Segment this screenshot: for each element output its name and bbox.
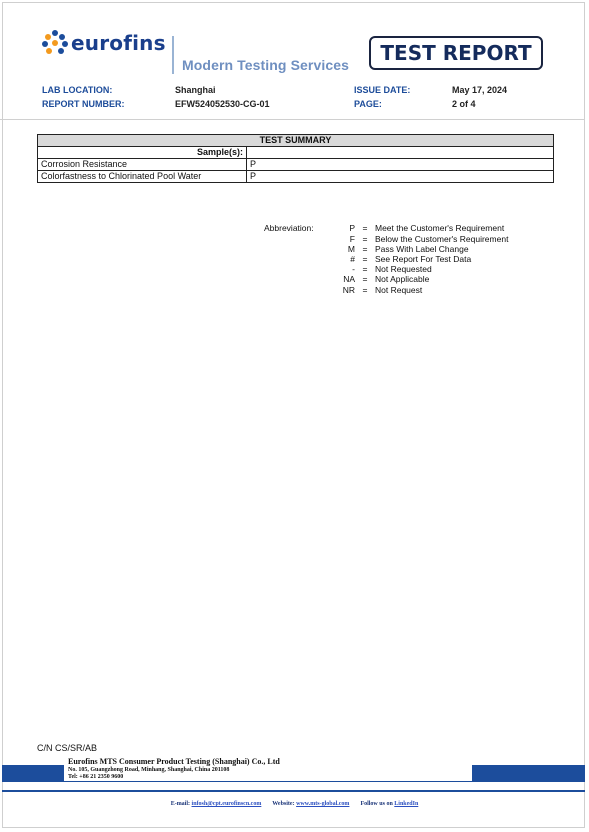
abbreviation-code: F	[349, 233, 355, 244]
abbreviation-item	[330, 244, 469, 254]
abbreviation-meaning: Not Requested	[375, 264, 432, 274]
follow-label: Follow us on	[360, 801, 393, 807]
sample-label: Sample(s):	[38, 147, 247, 159]
abbreviation-equals: =	[362, 233, 368, 244]
abbreviation-equals: =	[362, 244, 368, 254]
abbreviation-title: Abbreviation:	[264, 223, 314, 233]
abbreviation-item	[330, 223, 504, 233]
logo-subtitle: Modern Testing Services	[182, 57, 349, 73]
abbreviation-equals: =	[362, 274, 368, 284]
abbreviation-code: NA	[343, 274, 355, 284]
table-header-row	[38, 147, 554, 159]
report-number-value: EFW524052530-CG-01	[175, 99, 270, 109]
lab-location-label: LAB LOCATION:	[42, 85, 113, 95]
test-result: P	[247, 159, 554, 171]
abbreviation-item	[330, 285, 422, 295]
test-result: P	[247, 171, 554, 183]
website-label: Website:	[272, 801, 295, 807]
company-name: Eurofins MTS Consumer Product Testing (Shanghai) Co., Ltd	[68, 757, 280, 766]
page-value: 2 of 4	[452, 99, 476, 109]
contact-line	[0, 801, 589, 807]
abbreviation-equals: =	[362, 285, 368, 295]
abbreviation-meaning: Pass With Label Change	[375, 244, 469, 254]
abbreviation-equals: =	[362, 264, 368, 274]
test-name: Corrosion Resistance	[38, 159, 247, 171]
logo-divider	[172, 36, 174, 74]
lab-location-value: Shanghai	[175, 85, 216, 95]
abbreviation-meaning: Not Applicable	[375, 274, 430, 284]
abbreviation-code: -	[352, 264, 355, 274]
cn-code: C/N CS/SR/AB	[37, 743, 98, 753]
email-link[interactable]: infosh@cpt.eurofinscn.com	[191, 801, 262, 807]
website-link[interactable]: www.mts-global.com	[296, 801, 350, 807]
header-separator	[0, 119, 585, 120]
page-border	[2, 2, 585, 828]
logo-wordmark: eurofins	[71, 31, 166, 55]
abbreviation-code: NR	[342, 285, 355, 295]
footer-bottom-line	[2, 790, 585, 792]
issue-date-label: ISSUE DATE:	[354, 85, 411, 95]
report-number-label: REPORT NUMBER:	[42, 99, 125, 109]
footer-band-line	[64, 781, 472, 782]
email-label: E-mail:	[170, 801, 191, 807]
abbreviation-meaning: Not Request	[375, 285, 423, 295]
linkedin-link[interactable]: LinkedIn	[394, 801, 419, 807]
abbreviation-item	[330, 234, 508, 244]
issue-date-value: May 17, 2024	[452, 85, 508, 95]
company-address: No. 105, Guangzhong Road, Minhang, Shanghai, China 201108	[68, 767, 230, 773]
abbreviation-equals: =	[362, 254, 368, 264]
table-row	[38, 159, 554, 171]
abbreviation-code: #	[350, 254, 355, 264]
test-summary-title: TEST SUMMARY	[38, 135, 554, 147]
abbreviation-item	[330, 254, 471, 264]
test-name: Colorfastness to Chlorinated Pool Water	[38, 171, 247, 183]
abbreviation-code: P	[349, 223, 355, 233]
page-label: PAGE:	[354, 99, 382, 109]
abbreviation-item	[330, 274, 429, 284]
eurofins-logo	[42, 30, 166, 56]
abbreviation-code: M	[347, 244, 355, 254]
report-title-box: TEST REPORT	[369, 36, 543, 70]
abbreviation-meaning: Below the Customer's Requirement	[375, 233, 509, 244]
abbreviation-meaning: Meet the Customer's Requirement	[375, 223, 505, 233]
test-summary-table	[37, 134, 554, 183]
table-title-row	[38, 135, 554, 147]
logo-dots-icon	[42, 30, 68, 56]
footer-band-right	[472, 765, 585, 782]
company-tel: Tel: +86 21 2350 9600	[68, 774, 124, 780]
abbreviation-equals: =	[362, 223, 368, 233]
abbreviation-meaning: See Report For Test Data	[375, 254, 472, 264]
table-row	[38, 171, 554, 183]
footer-band-left	[2, 765, 64, 782]
sample-value	[247, 147, 554, 159]
abbreviation-item	[330, 264, 432, 274]
